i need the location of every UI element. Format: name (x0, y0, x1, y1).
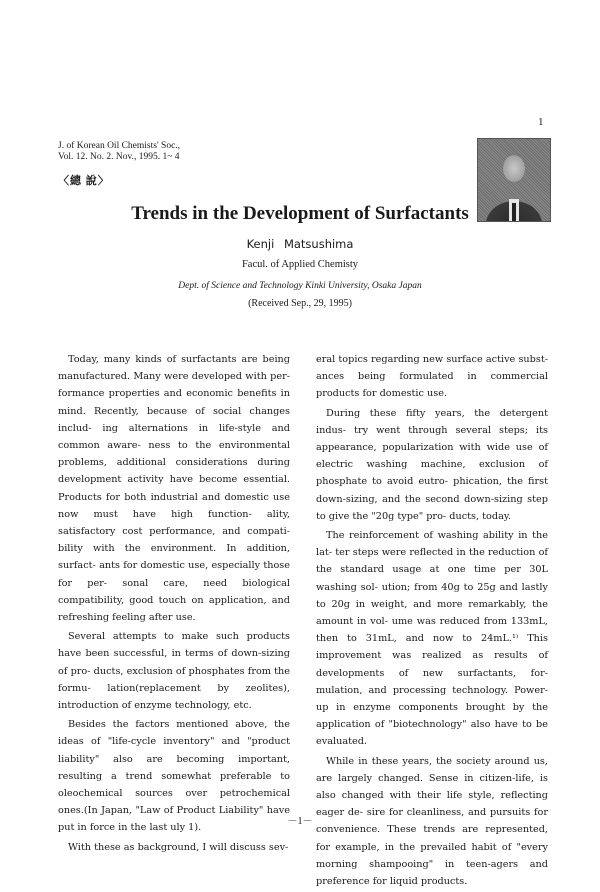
received-date: (Received Sep., 29, 1995) (248, 298, 352, 309)
author-department: Dept. of Science and Technology Kinki University, Osaka Japan (178, 281, 422, 291)
page-number: 1 (538, 116, 544, 128)
journal-citation-line1: J. of Korean Oil Chemists' Soc., (58, 141, 181, 151)
section-tag: 〈總 說〉 (58, 175, 110, 187)
page-footer-number: －1－ (287, 816, 313, 827)
article-title: Trends in the Development of Surfactants (131, 203, 469, 224)
paragraph: Today, many kinds of surfactants are being manufactured. Many were developed with per- formance properties and economic benefits in mind. Recently, because of social changes includ- ing alternations in life-style and common aware- ness to the environmental problems, additional considerations during development activity have become essential. Products for both industrial and domestic use now must have high function- ality, satisfactory cost performance, and compati- bility with the environment. In addition, surfact- ants for domestic use, especially those for per- sonal care, need biological compatibility, good touch on application, and refreshing feeling after use. (58, 354, 290, 624)
author-name: Kenji Matsushima (246, 237, 354, 251)
paragraph: With these as background, I will discuss sev- (68, 841, 289, 853)
paragraph: Besides the factors mentioned above, the ideas of "life-cycle inventory" and "product liability" also are becoming important, resulting a trend somewhat preferable to oleochemical sources over petrochemical ones.(In Japan, "Law of Product Liability" have put in force in the last uly 1). (58, 719, 290, 834)
journal-citation-line2: Vol. 12. No. 2. Nov., 1995. 1~ 4 (58, 152, 180, 162)
paragraph: Several attempts to make such products have been successful, in terms of down-sizing of pro- ducts, exclusion of phosphates from the formu- lation(replacement by zeolites), introduction of enzyme technology, etc. (58, 631, 290, 712)
journal-citation (58, 141, 180, 163)
paragraph: eral topics regarding new surface active subst- ances being formulated in commercial products for domestic use. (316, 354, 548, 400)
paragraph: The reinforcement of washing ability in the lat- ter steps were reflected in the reduction of the standard usage at one time per 30L washing sol- ution; from 40g to 25g and lastly to 20g in weight, and more remarkably, the amount in vol- ume was reduced from 133mL, then to 31mL, and now to 24mL.¹⁾ This improvement was realized as results of developments of new surfactants, for- mulation, and processing technology. Power-up in enzyme components brought by the application of "biotechnology" also have to be evaluated. (316, 530, 548, 748)
author-affiliation: Facul. of Applied Chemisty (241, 259, 359, 270)
paragraph: While in these years, the society around us, are largely changed. Sense in citizen-life, is also changed with their life style, reflecting eager de- sire for cleanliness, and pursuits for convenience. These trends are represented, for example, in the prevailed habit of "every morning shampooing" in teen-agers and preference for liquid products. (316, 755, 548, 888)
body-column-right (316, 351, 548, 892)
body-column-left (58, 351, 290, 858)
paragraph: During these fifty years, the detergent indus- try went through several steps; its appearance, popularization with wide use of electric washing machine, exclusion of phosphate to avoid eutro- phication, the first down-sizing, and the second down-sizing step to give the "20g type" pro- ducts, today. (316, 407, 548, 522)
